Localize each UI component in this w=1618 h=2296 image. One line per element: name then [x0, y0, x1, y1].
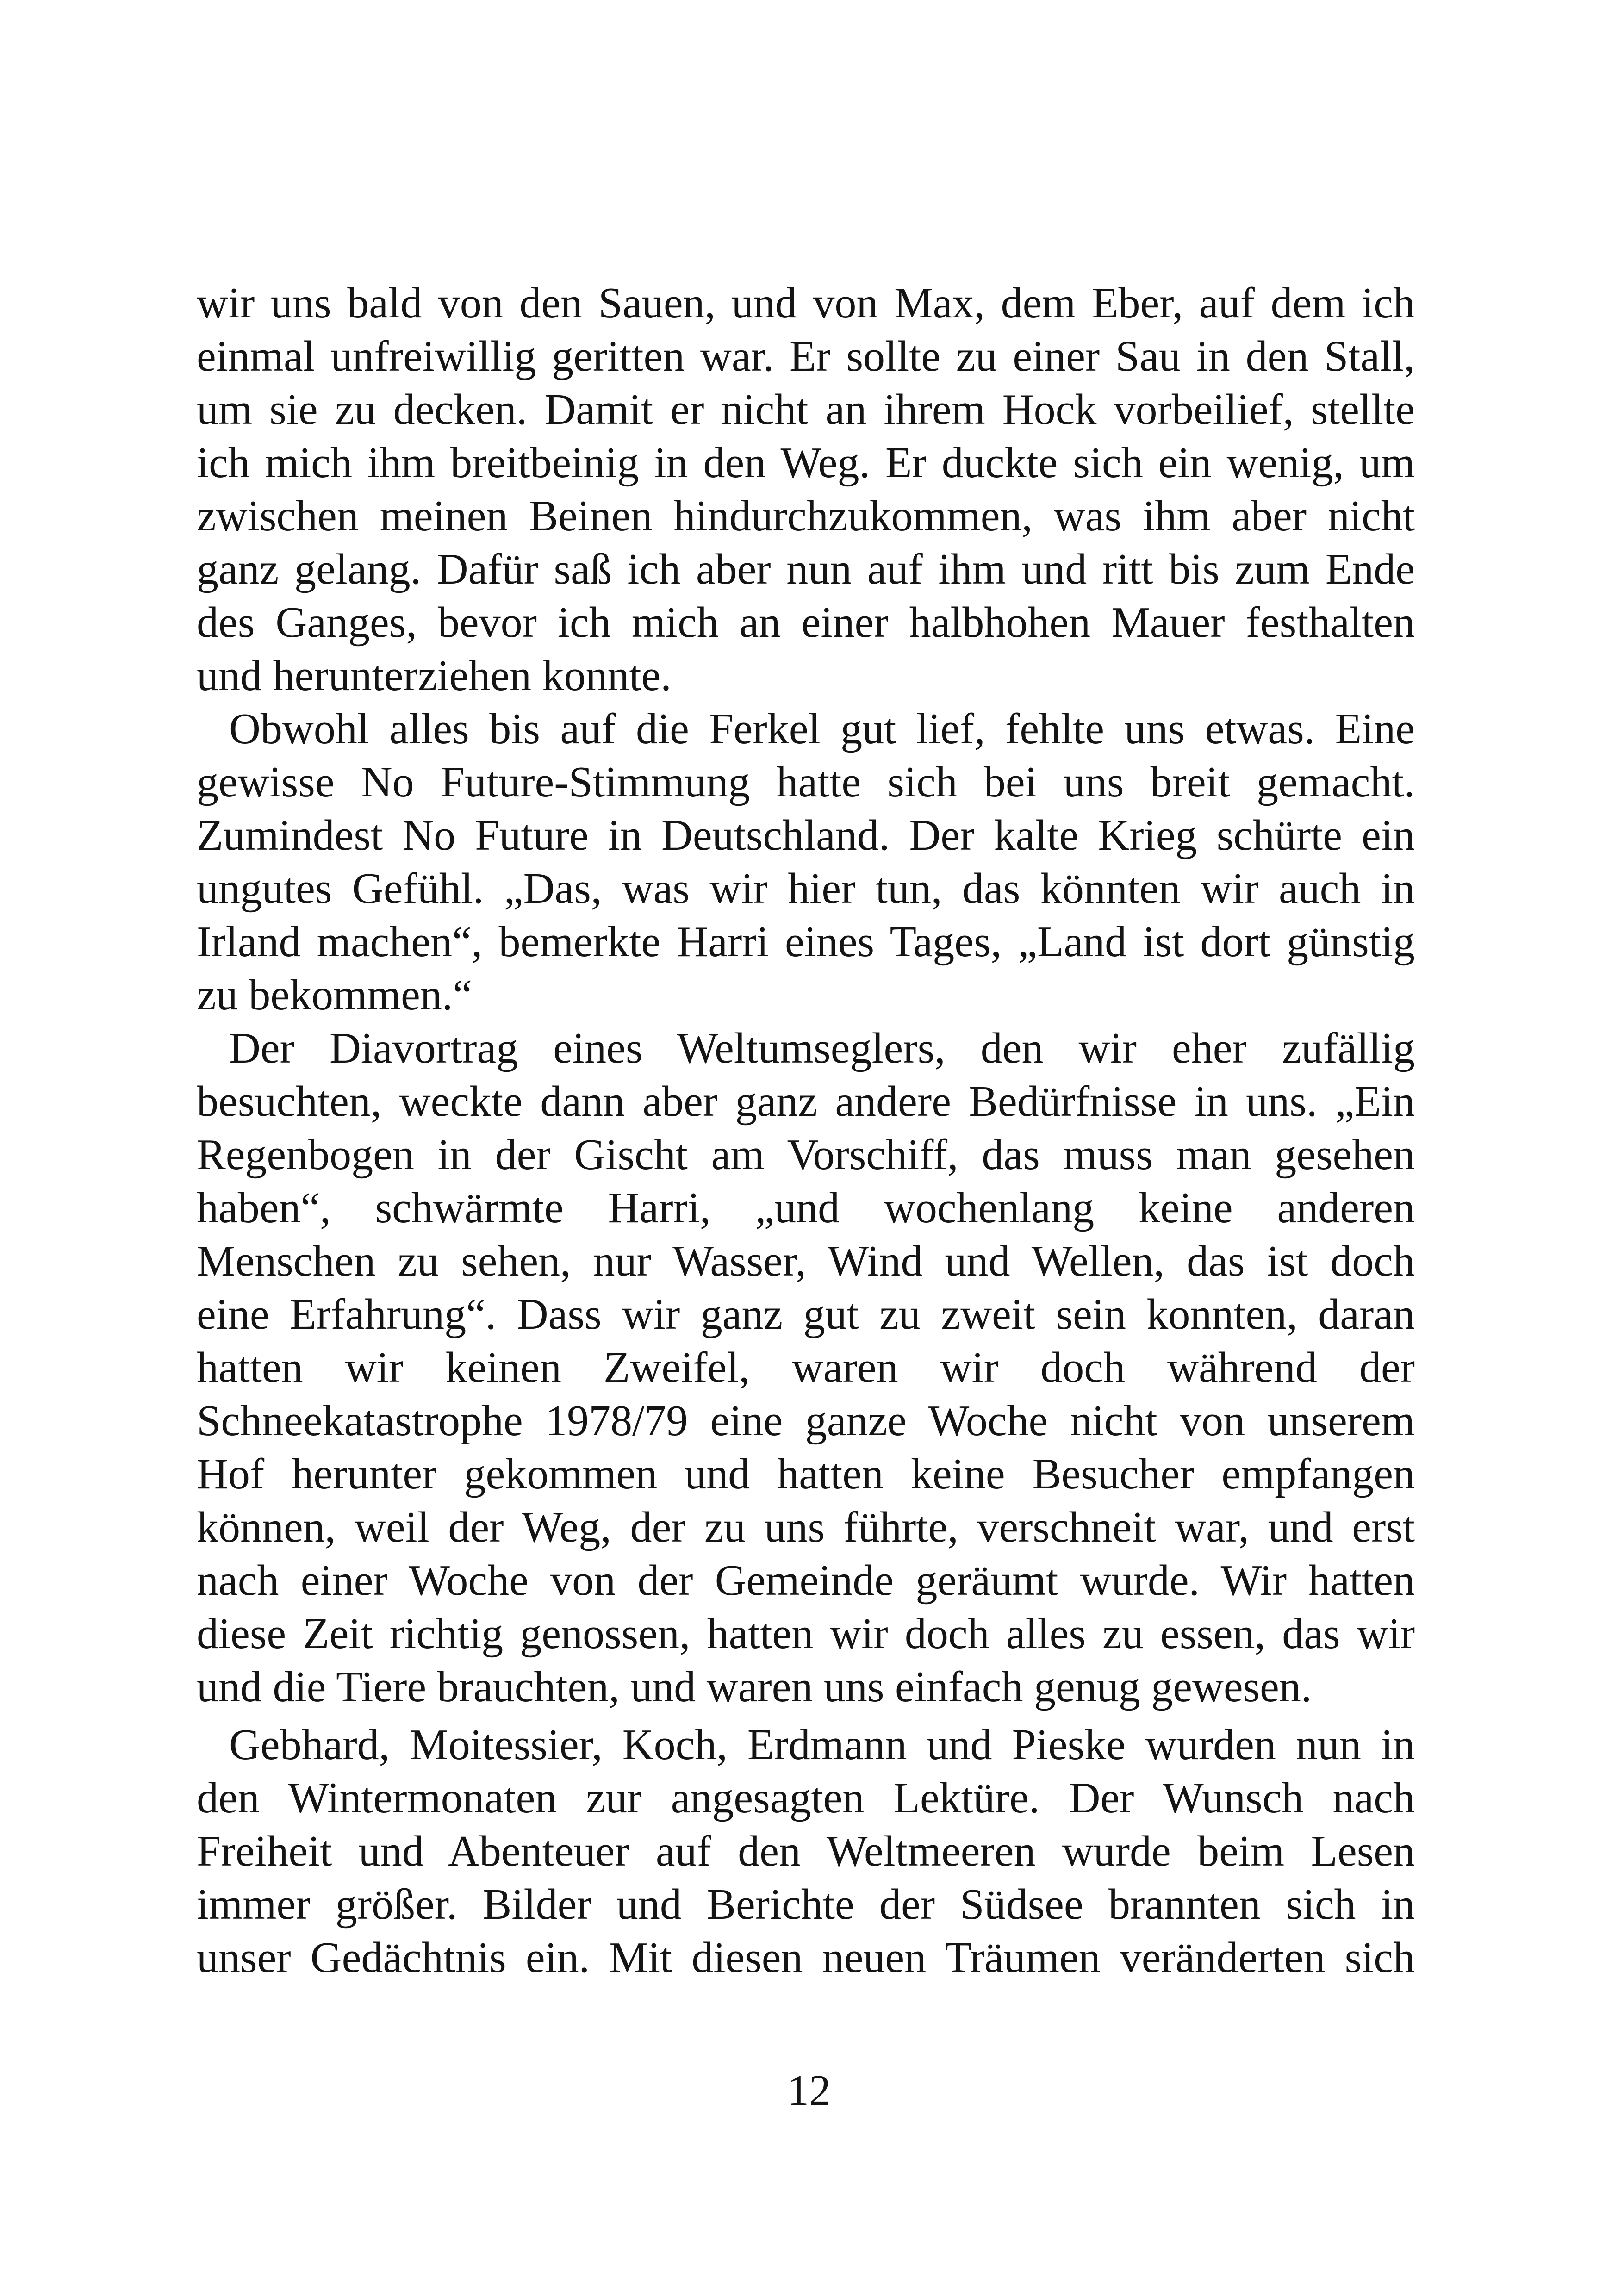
text-line: Gebhard, Moitessier, Koch, Erdmann und Pieske wurden nun in [229, 1721, 1415, 1769]
text-line: Freiheit und Abenteuer auf den Weltmeeren wurde beim Lesen [197, 1827, 1415, 1875]
page-number: 12 [787, 2066, 831, 2115]
text-line: Zumindest No Future in Deutschland. Der kalte Krieg schürte ein [197, 811, 1415, 859]
text-line: des Ganges, bevor ich mich an einer halbhohen Mauer festhalten [197, 598, 1415, 647]
text-line: Hof herunter gekommen und hatten keine Besucher empfangen [197, 1450, 1415, 1498]
text-line: Menschen zu sehen, nur Wasser, Wind und Wellen, das ist doch [197, 1237, 1415, 1285]
text-line: Schneekatastrophe 1978/79 eine ganze Woche nicht von unserem [197, 1397, 1415, 1445]
text-line: hatten wir keinen Zweifel, waren wir doch während der [197, 1344, 1415, 1392]
text-line: können, weil der Weg, der zu uns führte, verschneit war, und erst [197, 1503, 1415, 1551]
text-line: ich mich ihm breitbeinig in den Weg. Er duckte sich ein wenig, um [197, 439, 1415, 487]
text-line: ganz gelang. Dafür saß ich aber nun auf ihm und ritt bis zum Ende [197, 545, 1415, 593]
text-line: haben“, schwärmte Harri, „und wochenlang keine anderen [197, 1184, 1415, 1232]
text-line: Obwohl alles bis auf die Ferkel gut lief, fehlte uns etwas. Eine [229, 705, 1415, 753]
text-line: zwischen meinen Beinen hindurchzukommen, was ihm aber nicht [197, 492, 1415, 540]
text-line: einmal unfreiwillig geritten war. Er sollte zu einer Sau in den Stall, [197, 332, 1415, 380]
text-line: gewisse No Future-Stimmung hatte sich bei uns breit gemacht. [197, 758, 1415, 806]
text-line: und herunterziehen konnte. [197, 652, 672, 700]
text-line: den Wintermonaten zur angesagten Lektüre. Der Wunsch nach [197, 1774, 1415, 1822]
text-line: immer größer. Bilder und Berichte der Südsee brannten sich in [197, 1880, 1415, 1929]
text-line: Der Diavortrag eines Weltumseglers, den wir eher zufällig [229, 1024, 1415, 1072]
text-line: wir uns bald von den Sauen, und von Max, dem Eber, auf dem ich [197, 279, 1415, 327]
text-line: besuchten, weckte dann aber ganz andere Bedürfnisse in uns. „Ein [197, 1077, 1415, 1126]
text-line: ungutes Gefühl. „Das, was wir hier tun, das könnten wir auch in [197, 865, 1415, 913]
text-line: zu bekommen.“ [197, 971, 473, 1019]
text-line: nach einer Woche von der Gemeinde geräumt wurde. Wir hatten [197, 1556, 1415, 1605]
paragraph-gap [197, 1714, 1415, 1718]
text-line: diese Zeit richtig genossen, hatten wir doch alles zu essen, das wir [197, 1610, 1415, 1658]
text-line: Irland machen“, bemerkte Harri eines Tages, „Land ist dort günstig [197, 918, 1415, 966]
text-line: Regenbogen in der Gischt am Vorschiff, das muss man gesehen [197, 1131, 1415, 1179]
text-line: um sie zu decken. Damit er nicht an ihrem Hock vorbeilief, stellte [197, 386, 1415, 434]
body-text [197, 277, 1415, 1985]
text-line: und die Tiere brauchten, und waren uns einfach genug gewesen. [197, 1663, 1312, 1711]
text-line: unser Gedächtnis ein. Mit diesen neuen Träumen veränderten sich [197, 1934, 1415, 1982]
text-line: eine Erfahrung“. Dass wir ganz gut zu zweit sein konnten, daran [197, 1290, 1415, 1338]
